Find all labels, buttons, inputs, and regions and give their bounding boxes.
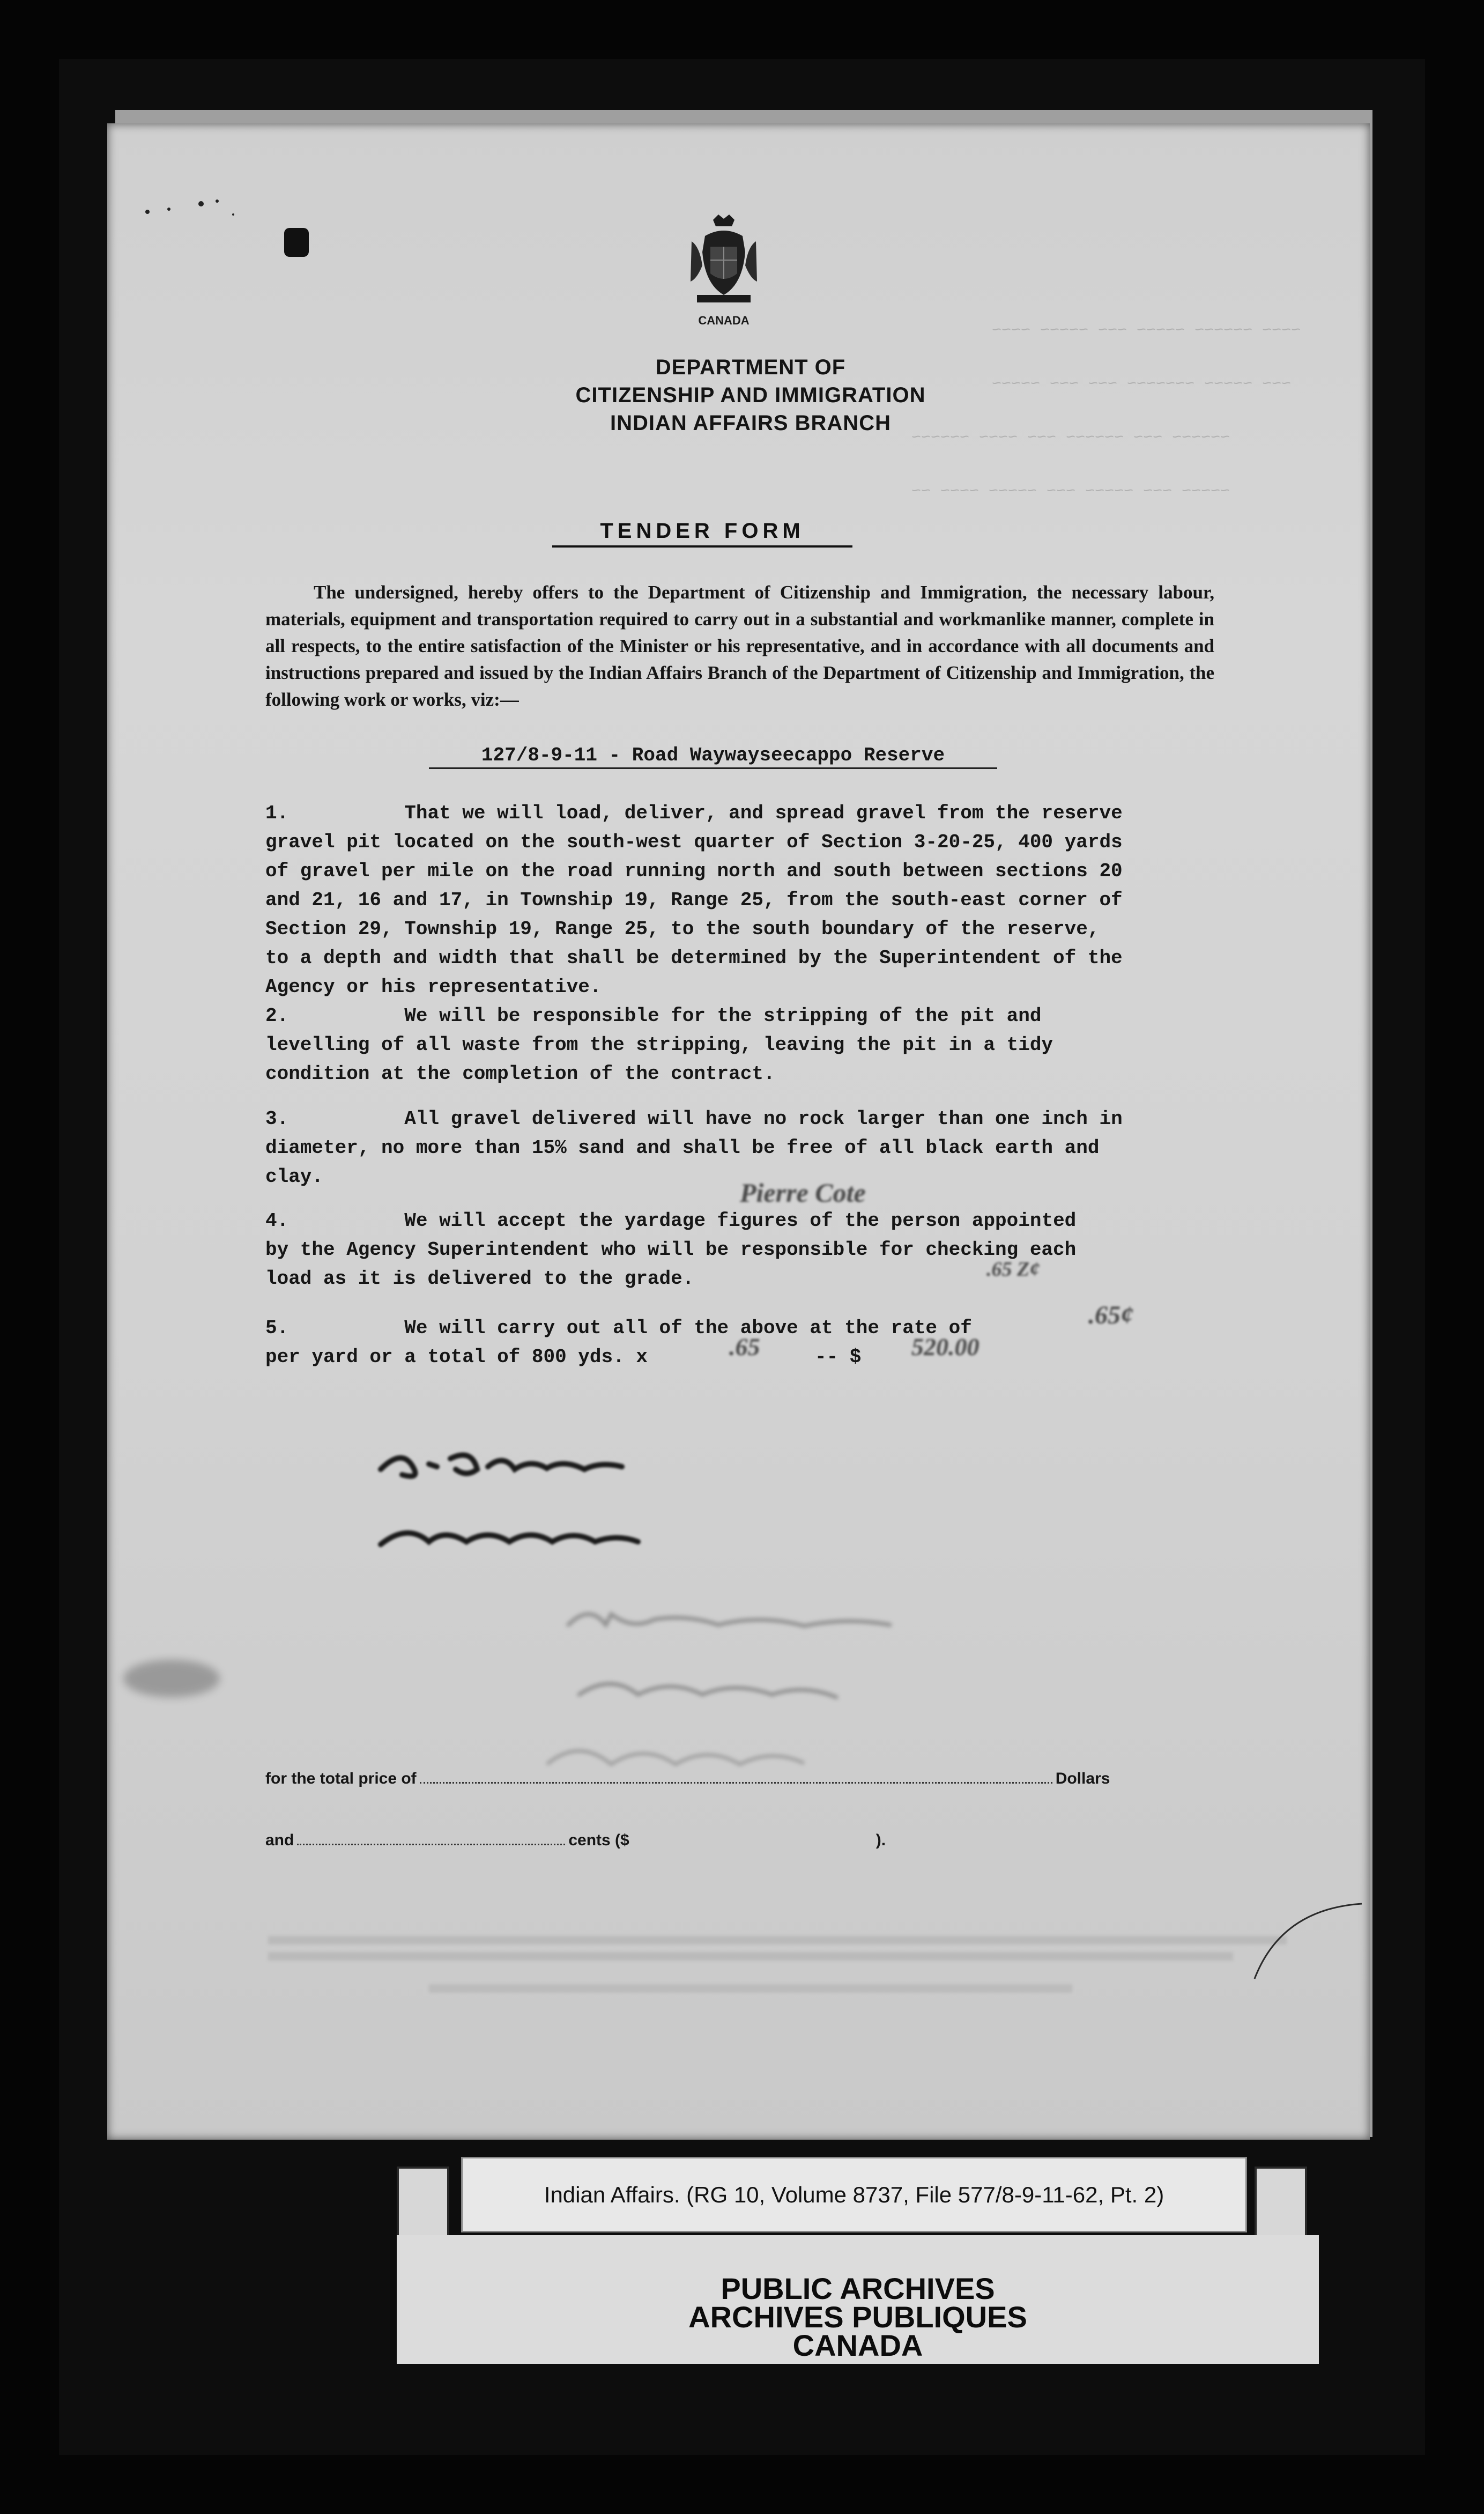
faded-fine-print <box>429 1984 1072 1993</box>
cents-line <box>265 1831 886 1850</box>
stamp-line-2: ARCHIVES PUBLIQUES <box>688 2300 1027 2334</box>
bleed-through-text: ~~~ ~~~~~ ~~~~~~~ ~~~ ~~~ ~~~~~ <box>992 375 1292 394</box>
dotted-fill-line <box>420 1781 1052 1784</box>
bleed-through-text: ~~~~ ~~~~~~ ~~~~~ ~~~ ~~~~~ ~~~~ <box>992 322 1301 340</box>
stamp-line-1: PUBLIC ARCHIVES <box>721 2272 995 2305</box>
handwritten-x-value: .65 <box>729 1333 760 1360</box>
dotted-fill-line <box>297 1843 565 1845</box>
project-line: 127/8-9-11 - Road Waywayseecappo Reserve <box>429 744 997 769</box>
crest-label: CANADA <box>698 314 750 327</box>
cents-label: cents ($ <box>568 1831 629 1849</box>
form-title: TENDER FORM <box>552 519 852 548</box>
bleed-through-text: ~~~~~~ ~~~ ~~~~~~ ~~~ ~~~~ ~~~~~~ <box>911 429 1230 447</box>
total-prefix: -- $ <box>815 1346 862 1368</box>
handwritten-note: Pierre Cote <box>740 1178 866 1208</box>
handwritten-rate: .65¢ <box>1088 1301 1133 1329</box>
total-price-label: for the total price of <box>265 1770 417 1787</box>
clause-4: 4. We will accept the yardage figures of the person appointed by the Agency Superintendent who will be responsible for checking each load as it is delivered to the grade. <box>265 1210 1077 1290</box>
paper-crease <box>1249 1898 1367 2006</box>
clause-number: 1. <box>265 802 289 824</box>
clause-1: 1. That we will load, deliver, and spread gravel from the reserve gravel pit located on the south-west quarter of Section 3-20-25, 400 yards of gravel per mile on the road running north and south between sections 20 and 21, 16 and 17, in Township 19, Range 25, from the south-east corner of Section 29, Township 19, Range 25, to the south boundary of the reserve, to a depth and width that shall be determined by the Superintendent of the Agency or his representative. <box>265 802 1123 998</box>
archive-reference: Indian Affairs. (RG 10, Volume 8737, File 577/8-9-11-62, Pt. 2) <box>544 2182 1164 2207</box>
fingerprint-smudge <box>107 1646 268 1711</box>
cents-prefix: and <box>265 1831 294 1849</box>
clause-5: 5. We will carry out all of the above at the rate of per yard or a total of 800 yds. x <box>265 1317 972 1368</box>
archive-reference-label <box>461 2157 1247 2232</box>
clause-2: 2. We will be responsible for the stripping of the pit and levelling of all waste from the stripping, leaving the pit in a tidy condition at the completion of the contract. <box>265 1005 1053 1085</box>
punch-hole <box>284 228 309 257</box>
bleed-through-text: ~~~~~ ~~~ ~~~~~ ~~~ ~~~~~ ~~~~ ~~ <box>911 483 1230 501</box>
cents-close: ). <box>875 1831 886 1849</box>
faded-fine-print <box>268 1936 1287 1944</box>
handwritten-note: .65 Z¢ <box>986 1258 1040 1281</box>
total-price-line <box>265 1770 1110 1788</box>
signature-image <box>370 1437 692 1577</box>
handwritten-total: 520.00 <box>911 1333 980 1360</box>
intro-paragraph <box>265 579 1214 713</box>
intro-text: The undersigned, hereby offers to the Department of Citizenship and Immigration, the necessary labour, materials, equipment and transportation required to carry out in a substantial and workmanlike manner, complete in all respects, to the entire satisfaction of the Minister or his representative, and in accordance with all documents and instructions prepared and issued by the Indian Affairs Branch of the Department of Citizenship and Immigration, the following work or works, viz:— <box>265 582 1214 710</box>
clause-number: 2. <box>265 1005 289 1027</box>
faded-signature-image <box>547 1593 1083 1732</box>
clause-number: 5. <box>265 1317 289 1339</box>
clause-number: 3. <box>265 1108 289 1130</box>
dollars-label: Dollars <box>1055 1770 1110 1787</box>
department-heading: DEPARTMENT OF <box>655 356 846 379</box>
department-heading: CITIZENSHIP AND IMMIGRATION <box>575 383 926 407</box>
clause-3: 3. All gravel delivered will have no rock larger than one inch in diameter, no more than 15% sand and shall be free of all black earth and clay. <box>265 1108 1123 1188</box>
stamp-line-3: CANADA <box>792 2328 923 2362</box>
archive-stamp <box>397 2235 1319 2364</box>
dust-specks <box>137 188 276 231</box>
clause-number: 4. <box>265 1210 289 1232</box>
coat-of-arms-icon <box>686 215 761 306</box>
faded-fine-print <box>268 1952 1233 1961</box>
department-heading: INDIAN AFFAIRS BRANCH <box>610 411 891 435</box>
